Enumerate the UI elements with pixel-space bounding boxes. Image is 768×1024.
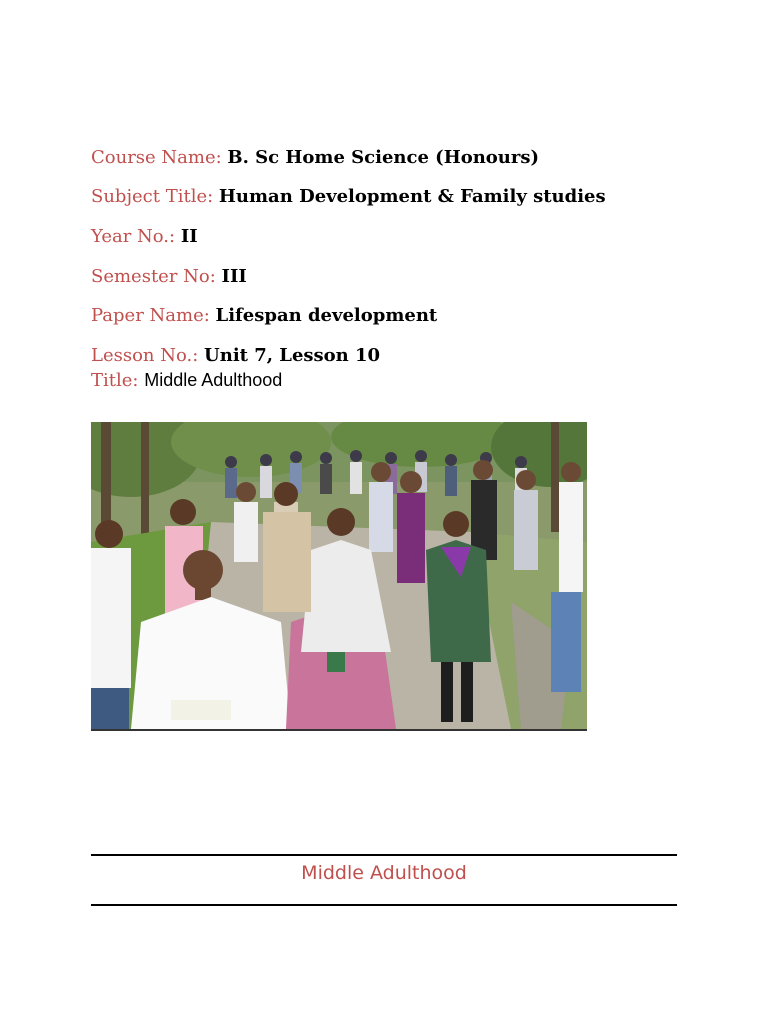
footer-top-rule (91, 854, 677, 856)
lesson-no-label: Lesson No.: (91, 345, 199, 366)
paper-name-value: Lifespan development (215, 305, 438, 326)
subject-title-field (91, 186, 606, 208)
semester-no-value: III (221, 266, 247, 287)
lesson-title-field (91, 369, 282, 392)
crowd-photo (91, 422, 587, 731)
paper-name-field (91, 305, 437, 327)
year-no-label: Year No.: (91, 226, 176, 247)
course-name-field (91, 147, 539, 169)
year-no-field (91, 226, 198, 248)
semester-no-label: Semester No: (91, 266, 216, 287)
course-name-value: B. Sc Home Science (Honours) (227, 147, 540, 168)
lesson-no-field (91, 345, 380, 367)
course-name-label: Course Name: (91, 147, 222, 168)
lesson-title-label: Title: (91, 370, 139, 391)
year-no-value: II (180, 226, 198, 247)
crowd-photo-illustration (91, 422, 587, 729)
paper-name-label: Paper Name: (91, 305, 210, 326)
subject-title-label: Subject Title: (91, 186, 214, 207)
lesson-title-value: Middle Adulthood (144, 370, 283, 390)
footer-bottom-rule (91, 904, 677, 906)
subject-title-value: Human Development & Family studies (218, 186, 606, 207)
footer-heading: Middle Adulthood (301, 862, 467, 884)
lesson-no-value: Unit 7, Lesson 10 (204, 345, 381, 366)
semester-no-field (91, 266, 247, 288)
